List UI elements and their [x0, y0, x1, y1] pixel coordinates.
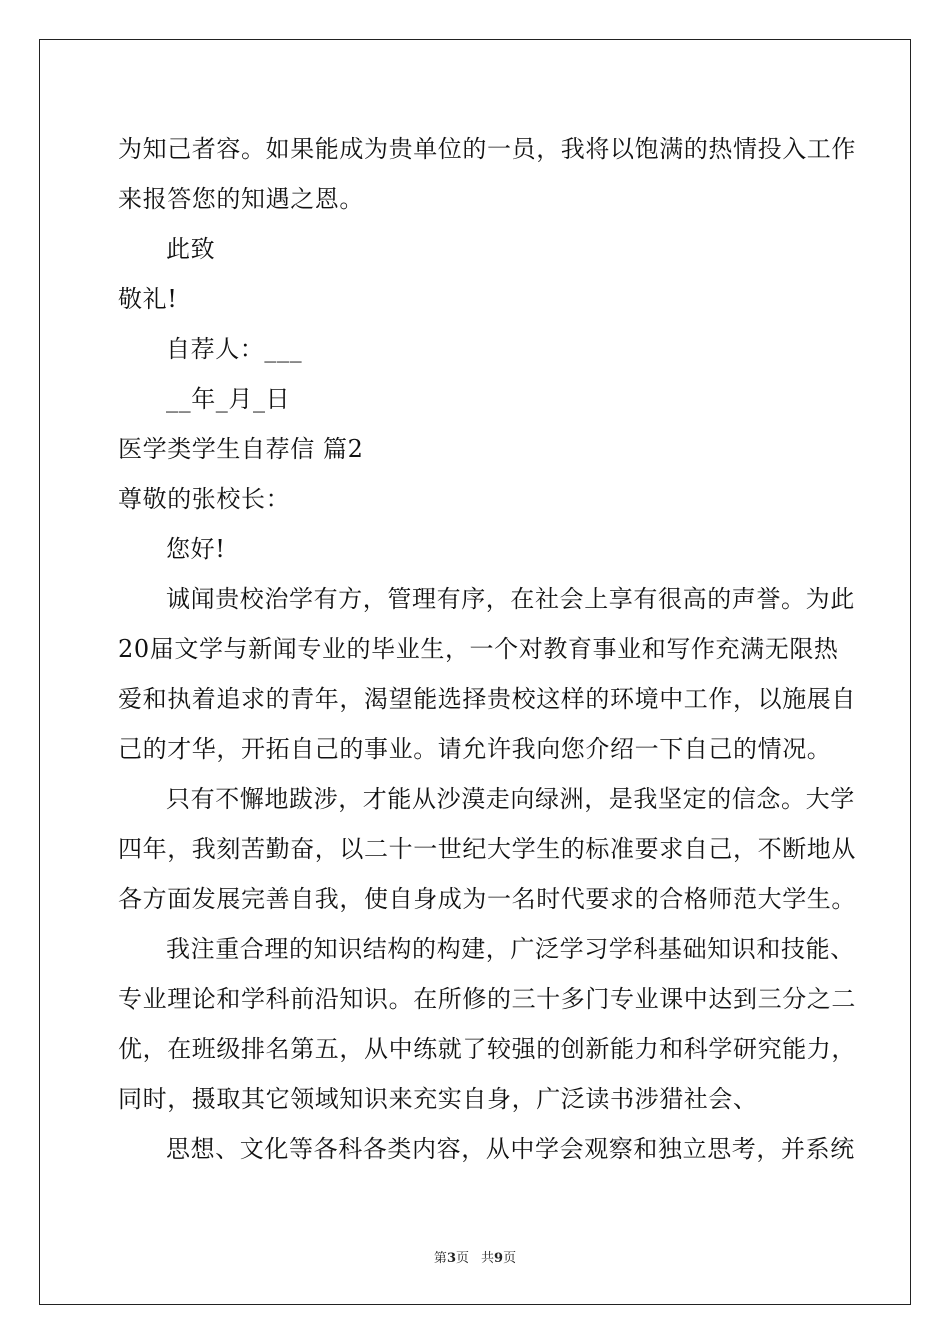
signature-line: 自荐人：___	[166, 335, 303, 363]
closing-regards: 敬礼!	[118, 285, 178, 313]
date-line: __年_月_日	[166, 385, 291, 413]
paragraph-line: 优，在班级排名第五，从中练就了较强的创新能力和科学研究能力，	[118, 1035, 856, 1063]
page-border	[39, 39, 911, 1305]
paragraph-line: 来报答您的知遇之恩。	[118, 185, 364, 213]
paragraph-line: 为知己者容。如果能成为贵单位的一员，我将以饱满的热情投入工作	[118, 135, 856, 163]
greeting: 您好!	[166, 535, 226, 563]
paragraph-line: 爱和执着追求的青年，渴望能选择贵校这样的环境中工作，以施展自	[118, 685, 856, 713]
page-number: 3	[446, 1251, 456, 1266]
paragraph-line: 四年，我刻苦勤奋，以二十一世纪大学生的标准要求自己，不断地从	[118, 835, 856, 863]
paragraph-line: 专业理论和学科前沿知识。在所修的三十多门专业课中达到三分之二	[118, 985, 856, 1013]
page-footer	[0, 1247, 950, 1266]
paragraph-line: 己的才华，开拓自己的事业。请允许我向您介绍一下自己的情况。	[118, 735, 832, 763]
closing-salutation: 此致	[166, 235, 216, 263]
total-suffix: 页	[503, 1251, 517, 1266]
section-title: 医学类学生自荐信 篇2	[118, 435, 364, 463]
paragraph-line: 各方面发展完善自我，使自身成为一名时代要求的合格师范大学生。	[118, 885, 856, 913]
paragraph-line: 同时，摄取其它领域知识来充实自身，广泛读书涉猎社会、	[118, 1085, 758, 1113]
paragraph-line: 我注重合理的知识结构的构建，广泛学习学科基础知识和技能、	[166, 935, 855, 963]
total-pages: 9	[494, 1251, 504, 1266]
paragraph-line: 20届文学与新闻专业的毕业生，一个对教育事业和写作充满无限热	[118, 635, 839, 663]
paragraph-line: 思想、文化等各科各类内容，从中学会观察和独立思考，并系统	[166, 1135, 855, 1163]
greeting-recipient: 尊敬的张校长：	[118, 485, 291, 513]
total-prefix: 共	[481, 1251, 495, 1266]
page-suffix: 页	[455, 1251, 469, 1266]
paragraph-line: 诚闻贵校治学有方，管理有序，在社会上享有很高的声誉。为此	[166, 585, 855, 613]
page-prefix: 第	[433, 1251, 447, 1266]
paragraph-line: 只有不懈地跋涉，才能从沙漠走向绿洲，是我坚定的信念。大学	[166, 785, 855, 813]
